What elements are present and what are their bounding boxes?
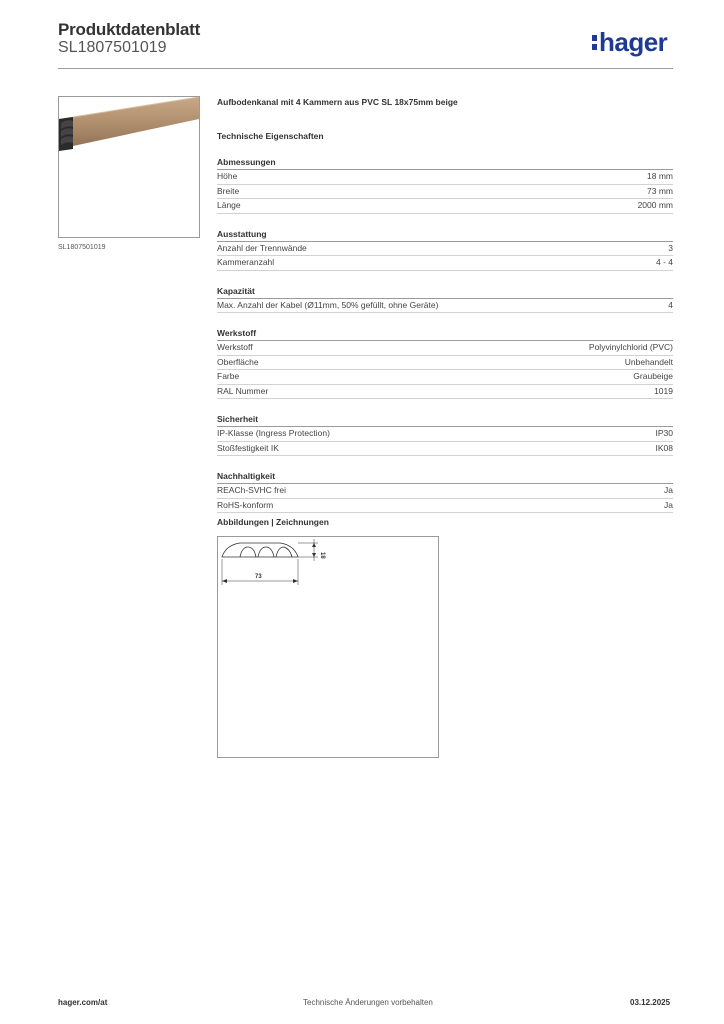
section-sustainability bbox=[217, 470, 673, 513]
technical-drawing bbox=[217, 536, 439, 758]
tech-properties-heading: Technische Eigenschaften bbox=[217, 131, 324, 141]
spec-row bbox=[217, 185, 673, 200]
article-number: SL1807501019 bbox=[58, 39, 167, 56]
spec-label: Kammeranzahl bbox=[217, 257, 275, 267]
spec-label: Werkstoff bbox=[217, 342, 253, 352]
spec-label: RoHS-konform bbox=[217, 499, 274, 510]
spec-value: 3 bbox=[668, 242, 673, 253]
spec-label: Breite bbox=[217, 185, 240, 196]
spec-row bbox=[217, 242, 673, 257]
spec-label: Farbe bbox=[217, 371, 240, 381]
section-title: Ausstattung bbox=[217, 228, 673, 242]
spec-row bbox=[217, 442, 673, 457]
section-material bbox=[217, 327, 673, 399]
spec-row bbox=[217, 299, 673, 314]
spec-label: Oberfläche bbox=[217, 356, 259, 367]
spec-row bbox=[217, 199, 673, 214]
footer-notice: Technische Änderungen vorbehalten bbox=[303, 998, 433, 1007]
section-title: Kapazität bbox=[217, 285, 673, 299]
logo-colon-icon bbox=[592, 35, 597, 50]
section-title: Nachhaltigkeit bbox=[217, 470, 673, 484]
spec-row bbox=[217, 256, 673, 271]
height-dimension-label: 18 bbox=[319, 552, 325, 559]
spec-row bbox=[217, 427, 673, 442]
spec-value: Ja bbox=[664, 485, 673, 495]
width-dimension-label: 73 bbox=[255, 574, 262, 580]
spec-label: Max. Anzahl der Kabel (Ø11mm, 50% gefüllt, ohne Geräte) bbox=[217, 299, 439, 310]
section-title: Abmessungen bbox=[217, 156, 673, 170]
spec-row bbox=[217, 499, 673, 514]
spec-label: IP-Klasse (Ingress Protection) bbox=[217, 428, 330, 438]
spec-value: 4 bbox=[668, 299, 673, 310]
spec-label: Stoßfestigkeit IK bbox=[217, 442, 279, 453]
hager-logo bbox=[592, 28, 667, 56]
header-divider bbox=[58, 68, 673, 69]
spec-value: 2000 mm bbox=[637, 200, 673, 210]
spec-label: REACh-SVHC frei bbox=[217, 485, 286, 495]
spec-row bbox=[217, 170, 673, 185]
spec-row bbox=[217, 341, 673, 356]
spec-row bbox=[217, 484, 673, 499]
spec-value: IK08 bbox=[655, 442, 673, 453]
section-equipment bbox=[217, 228, 673, 271]
spec-row bbox=[217, 356, 673, 371]
section-safety bbox=[217, 413, 673, 456]
spec-row bbox=[217, 370, 673, 385]
spec-value: 18 mm bbox=[647, 171, 673, 181]
section-dimensions bbox=[217, 156, 673, 214]
cross-section-drawing-icon bbox=[218, 537, 438, 757]
spec-label: Höhe bbox=[217, 171, 238, 181]
logo-text: hager bbox=[599, 27, 668, 57]
spec-value: Unbehandelt bbox=[624, 356, 673, 367]
product-description: Aufbodenkanal mit 4 Kammern aus PVC SL 18x75mm beige bbox=[217, 97, 458, 107]
spec-label: RAL Nummer bbox=[217, 385, 269, 396]
section-title: Sicherheit bbox=[217, 413, 673, 427]
spec-row bbox=[217, 385, 673, 400]
spec-value: Polyvinylchlorid (PVC) bbox=[588, 342, 673, 352]
spec-value: 73 mm bbox=[647, 185, 673, 196]
drawings-heading: Abbildungen | Zeichnungen bbox=[217, 517, 329, 527]
page-title: Produktdatenblatt bbox=[58, 20, 201, 39]
cable-duct-photo-icon bbox=[59, 97, 199, 237]
footer-website-link[interactable]: hager.com/at bbox=[58, 998, 108, 1007]
image-caption: SL1807501019 bbox=[58, 244, 106, 251]
spec-label: Länge bbox=[217, 200, 241, 210]
spec-value: Ja bbox=[664, 499, 673, 510]
footer-date: 03.12.2025 bbox=[630, 998, 671, 1007]
spec-value: 4 - 4 bbox=[655, 257, 673, 267]
product-image bbox=[58, 96, 200, 238]
spec-value: 1019 bbox=[654, 385, 673, 396]
section-title: Werkstoff bbox=[217, 327, 673, 341]
section-capacity bbox=[217, 285, 673, 314]
spec-column bbox=[217, 96, 673, 513]
spec-label: Anzahl der Trennwände bbox=[217, 242, 307, 253]
spec-value: IP30 bbox=[655, 428, 673, 438]
spec-value: Graubeige bbox=[633, 371, 673, 381]
